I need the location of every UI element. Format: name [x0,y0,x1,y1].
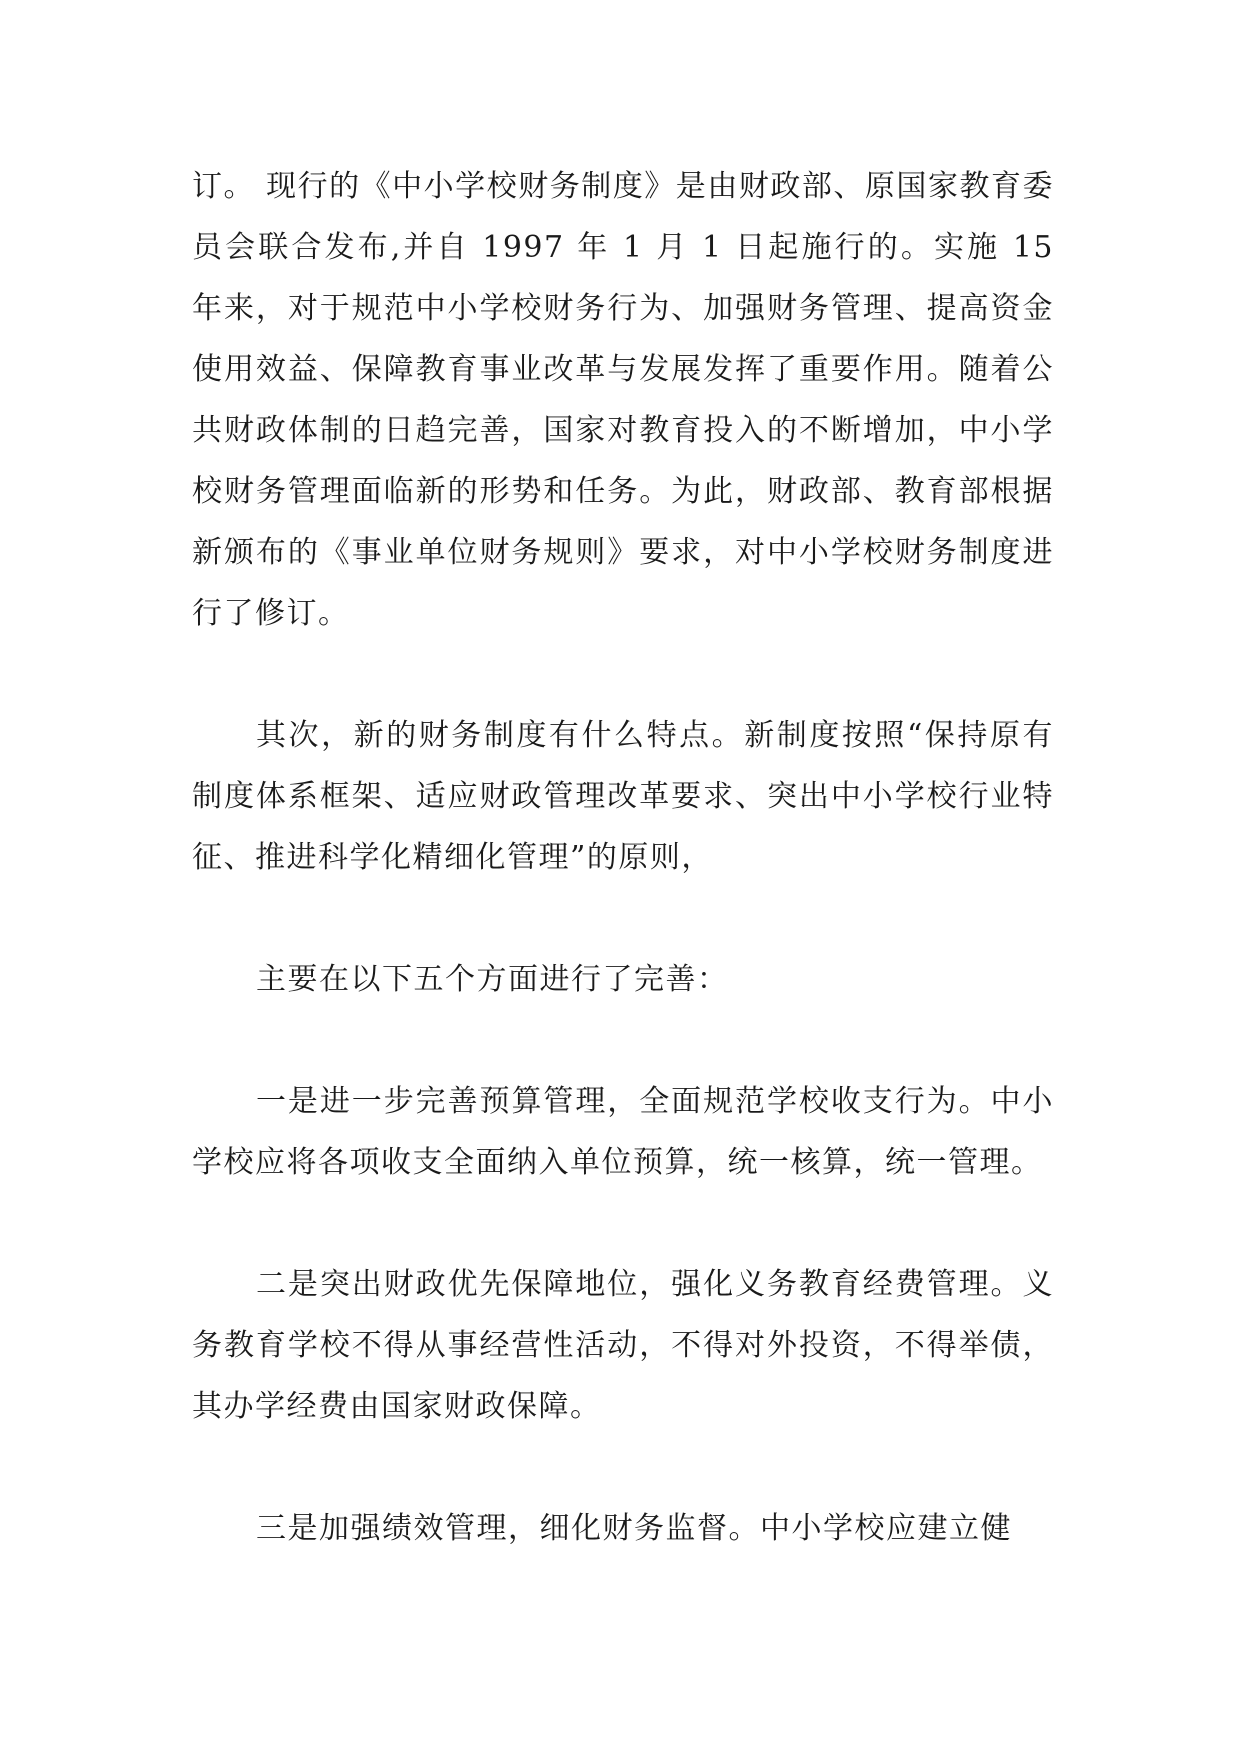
paragraph-five-aspects-intro: 主要在以下五个方面进行了完善： [256,962,729,997]
document-body [192,156,1054,1559]
paragraph-point-three-performance: 三是加强绩效管理，细化财务监督。中小学校应建立健 [256,1511,1012,1546]
paragraph-revision-background: 订。 现行的《中小学校财务制度》是由财政部、原国家教育委员会联合发布,并自 1997 年 1 月 1 日起施行的。实施 15 年来，对于规范中小学校财务行为、加强财务管理、提高资金使用效益、保障教育事业改革与发展发挥了重要作用。随着公共财政体制的日趋完善，国家对教育投入的不断增加，中小学校财务管理面临新的形势和任务。为此，财政部、教育部根据新颁布的《事业单位财务规则》要求，对中小学校财务制度进行了修订。 [192,169,1054,631]
paragraph-new-system-features: 其次，新的财务制度有什么特点。新制度按照“保持原有制度体系框架、适应财政管理改革要求、突出中小学校行业特征、推进科学化精细化管理”的原则， [192,718,1054,875]
paragraph-point-one-budget: 一是进一步完善预算管理，全面规范学校收支行为。中小学校应将各项收支全面纳入单位预算，统一核算，统一管理。 [192,1084,1054,1180]
paragraph-point-two-funding: 二是突出财政优先保障地位，强化义务教育经费管理。义务教育学校不得从事经营性活动，不得对外投资，不得举债，其办学经费由国家财政保障。 [192,1267,1054,1424]
